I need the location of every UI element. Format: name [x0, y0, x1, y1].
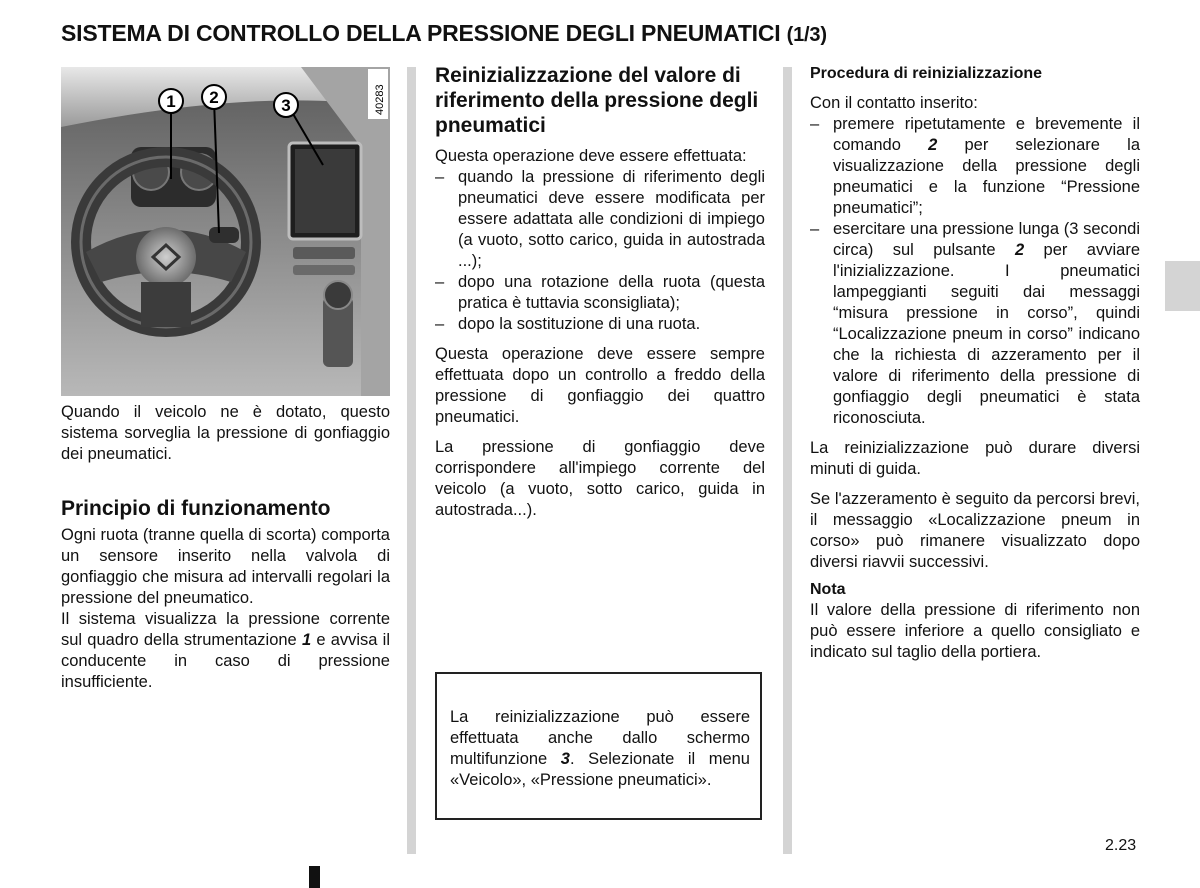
- note-paragraph: Il valore della pressione di riferimento non può essere inferiore a quello consigliato e indicato sul taglio della portiera.: [810, 601, 1140, 661]
- list-item: – dopo la sostituzione di una ruota.: [435, 314, 765, 335]
- box-ref: 3: [560, 750, 570, 768]
- section-thumb-tab: [1165, 261, 1200, 311]
- box-pre: La reinizializzazione può essere effettuata anche dallo schermo multifunzione: [450, 708, 750, 768]
- procedure-step-2: [810, 219, 1140, 429]
- procedure-paragraph-2: La reinizializzazione può durare diversi minuti di guida.: [810, 439, 1140, 478]
- procedure-paragraph-3: Se l'azzeramento è seguito da percorsi brevi, il messaggio «Localizzazione pneum in corso» può rimanere visualizzato dopo diversi riavvii successivi.: [810, 490, 1140, 571]
- step1-pre: premere ripetutamente e brevemente il comando: [833, 115, 1140, 154]
- list-item: – quando la pressione di riferimento degli pneumatici deve essere modificata per essere adattata alle condizioni di impiego (a vuoto, sotto carico, guida in autostrada ...);: [435, 167, 765, 272]
- procedure-intro: Con il contatto inserito:: [810, 94, 978, 112]
- reset-paragraph-2: Questa operazione deve essere sempre effettuata dopo un controllo a freddo della pressione di gonfiaggio dei quattro pneumatici.: [435, 345, 765, 426]
- procedure-heading: Procedura di reinizializzazione: [810, 65, 1043, 82]
- list-item: – dopo una rotazione della ruota (questa pratica è tuttavia sconsigliata);: [435, 272, 765, 314]
- page-number: 2.23: [1105, 837, 1137, 854]
- procedure-section: [810, 64, 1140, 663]
- box-post: . Selezionate il menu «Veicolo», «Pressione pneumatici».: [450, 750, 750, 789]
- intro-paragraph: Quando il veicolo ne è dotato, questo sistema sorveglia la pressione di gonfiaggio dei pneumatici.: [61, 403, 390, 463]
- dashboard-figure: [61, 67, 390, 396]
- note-heading: Nota: [810, 581, 846, 598]
- column-divider-1: [407, 67, 416, 854]
- principle-paragraph-2: [61, 609, 390, 693]
- column-divider-2: [783, 67, 792, 854]
- reset-section: [435, 63, 765, 521]
- reset-paragraph-1: Questa operazione deve essere effettuata:: [435, 147, 747, 165]
- intro-text: [61, 402, 390, 465]
- reset-conditions-list: [435, 167, 765, 335]
- step2-pre: esercitare una pressione lunga (3 secondi circa) sul pulsante: [833, 220, 1140, 259]
- page-title: [61, 20, 827, 47]
- principle-p2-ref: 1: [301, 631, 312, 649]
- step1-ref: 2: [928, 136, 938, 154]
- reset-heading: Reinizializzazione del valore di riferimento della pressione degli pneumatici: [435, 64, 759, 137]
- procedure-step-1: [810, 114, 1140, 219]
- multifunction-note-box: [435, 672, 762, 820]
- principle-heading: Principio di funzionamento: [61, 497, 331, 520]
- principle-p2-post: e avvisa il conducente in caso di pressione insufficiente.: [61, 631, 390, 691]
- multifunction-note-text: [450, 707, 750, 791]
- callout-3: 3: [281, 96, 291, 115]
- figure-code: 40283: [374, 84, 386, 115]
- step1-post: per selezionare la visualizzazione della pressione degli pneumatici e la funzione “Pressione pneumatici”;: [833, 136, 1140, 217]
- principle-paragraph-1: Ogni ruota (tranne quella di scorta) comporta un sensore inserito nella valvola di gonfiaggio che misura ad intervalli regolari la pressione del pneumatico.: [61, 526, 390, 607]
- page-title-part: (1/3): [786, 24, 827, 46]
- principle-section: [61, 496, 390, 693]
- step2-post: per avviare l'inizializzazione. I pneumatici lampeggianti seguiti dai messaggi “misura pressione in corso”, quindi “Localizzazione pneum in corso” indicano che la richiesta di azzeramento per il valore di riferimento della pressione di gonfiaggio degli pneumatici è stata riconosciuta.: [833, 241, 1140, 427]
- print-mark: [309, 866, 320, 888]
- reset-paragraph-3: La pressione di gonfiaggio deve corrispondere all'impiego corrente del veicolo (a vuoto, sotto carico, guida in autostrada...).: [435, 438, 765, 519]
- step2-ref: 2: [1014, 241, 1025, 259]
- page-title-text: SISTEMA DI CONTROLLO DELLA PRESSIONE DEGLI PNEUMATICI: [61, 20, 781, 46]
- procedure-steps-list: [810, 114, 1140, 429]
- principle-p2-pre: Il sistema visualizza la pressione corrente sul quadro della strumentazione: [61, 610, 390, 649]
- callout-2: 2: [209, 88, 219, 107]
- callout-1: 1: [166, 92, 176, 111]
